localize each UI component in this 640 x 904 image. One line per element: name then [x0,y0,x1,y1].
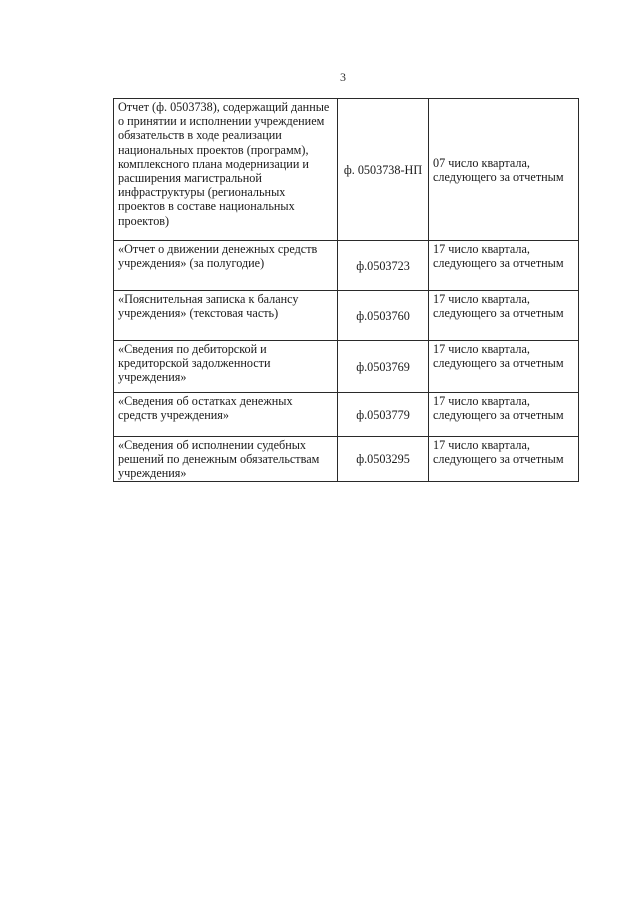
form-name: «Пояснительная записка к балансу учреждения» (текстовая часть) [118,292,299,321]
form-name: «Сведения об исполнении судебных решений по денежным обязательствам учреждения» [118,438,320,481]
deadline-text: 17 число квартала, следующего за отчетным [433,438,564,467]
form-name-cell [114,437,338,482]
form-name: «Сведения по дебиторской и кредиторской задолженности учреждения» [118,342,271,385]
form-name-cell [114,99,338,241]
form-code-cell [338,99,429,241]
table-row [114,437,579,482]
form-code-cell [338,437,429,482]
deadline-cell [429,241,579,291]
form-name-cell [114,241,338,291]
form-code-cell [338,393,429,437]
deadline-text: 17 число квартала, следующего за отчетным [433,242,564,271]
form-name: «Сведения об остатках денежных средств учреждения» [118,394,293,423]
table-row [114,99,579,241]
reporting-forms-table [113,98,579,482]
deadline-cell [429,341,579,393]
form-name-cell [114,393,338,437]
form-name: Отчет (ф. 0503738), содержащий данные о принятии и исполнении учреждением обязательств в ходе реализации национальных проектов (программ), комплексного плана модернизации и расширения магистральной инфраструктуры (региональных проектов в составе национальных проектов) [118,100,330,228]
deadline-cell [429,291,579,341]
deadline-cell [429,393,579,437]
form-name-cell [114,291,338,341]
deadline-text: 17 число квартала, следующего за отчетным [433,342,564,371]
form-code-cell [338,241,429,291]
deadline-text: 07 число квартала, следующего за отчетным [433,155,564,184]
table-row [114,241,579,291]
deadline-cell [429,437,579,482]
deadline-text: 17 число квартала, следующего за отчетным [433,394,564,423]
form-name-cell [114,341,338,393]
deadline-text: 17 число квартала, следующего за отчетным [433,292,564,321]
form-code: ф.0503723 [356,258,410,273]
table-row [114,291,579,341]
page-number: 3 [340,70,346,84]
form-code: ф.0503769 [356,359,410,374]
form-code: ф.0503760 [356,308,410,323]
form-code: ф.0503779 [356,407,410,422]
form-code-cell [338,291,429,341]
form-code-cell [338,341,429,393]
form-name: «Отчет о движении денежных средств учреждения» (за полугодие) [118,242,318,271]
table-row [114,393,579,437]
form-code: ф. 0503738-НП [343,162,423,177]
form-code: ф.0503295 [356,452,410,467]
table-row [114,341,579,393]
deadline-cell [429,99,579,241]
